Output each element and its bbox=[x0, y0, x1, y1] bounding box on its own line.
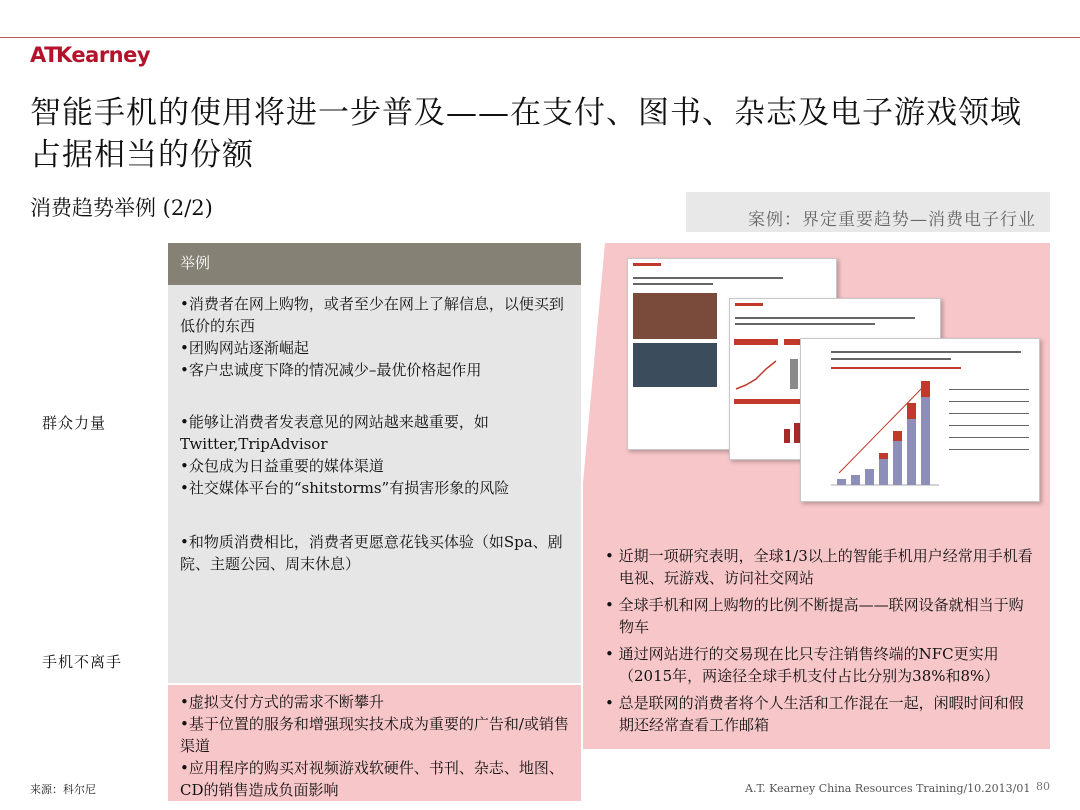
trend-group-mobile bbox=[180, 691, 572, 801]
atkearney-logo-icon bbox=[30, 42, 160, 68]
list-item: • 近期一项研究表明，全球1/3以上的智能手机用户经常用手机看电视、玩游戏、访问社交网站 bbox=[605, 547, 1033, 587]
list-item: •虚拟支付方式的需求不断攀升 bbox=[180, 693, 384, 711]
list-item: • 通过网站进行的交易现在比只专注销售终端的NFC更实用（2015年，两途径全球手机支付占比分别为38%和8%） bbox=[605, 645, 1000, 685]
case-label: 案例：界定重要趋势—消费电子行业 bbox=[748, 210, 1036, 230]
list-item: •社交媒体平台的“shitstorms”有损害形象的风险 bbox=[180, 479, 510, 497]
svg-text:AT: AT bbox=[30, 43, 58, 67]
slide-title: 智能手机的使用将进一步普及——在支付、图书、杂志及电子游戏领域占据相当的份额 bbox=[30, 95, 1022, 173]
list-item: •客户忠诚度下降的情况减少–最优价格起作用 bbox=[180, 361, 482, 379]
list-item: •团购网站逐渐崛起 bbox=[180, 339, 309, 357]
svg-text:Kearney: Kearney bbox=[56, 43, 151, 67]
city-photo bbox=[633, 293, 717, 339]
list-item: •和物质消费相比，消费者更愿意花钱买体验（如Spa、剧院、主题公园、周末休息） bbox=[180, 533, 563, 573]
list-item: • 全球手机和网上购物的比例不断提高——联网设备就相当于购物车 bbox=[605, 596, 1024, 636]
company-logo bbox=[30, 42, 160, 74]
footer-source: 来源：科尔尼 bbox=[30, 783, 96, 796]
trends-gray-section bbox=[168, 285, 581, 683]
phone-photo bbox=[633, 343, 717, 387]
footer-credit: A.T. Kearney China Resources Training/10.2013/01 bbox=[745, 782, 1031, 795]
row-label-crowd-power: 群众力量 bbox=[42, 414, 107, 432]
list-item: •能够让消费者发表意见的网站越来越重要，如Twitter,TripAdvisor bbox=[180, 413, 489, 453]
list-item: •消费者在网上购物，或者至少在网上了解信息，以便买到低价的东西 bbox=[180, 295, 564, 335]
list-item: •基于位置的服务和增强现实技术成为重要的广告和/或销售渠道 bbox=[180, 715, 569, 755]
slide-subtitle: 消费趋势举例 (2/2) bbox=[30, 196, 213, 220]
list-item: • 总是联网的消费者将个人生活和工作混在一起，闲暇时间和假期还经常查看工作邮箱 bbox=[605, 694, 1024, 734]
trends-pink-section bbox=[168, 685, 581, 801]
case-label-box bbox=[686, 192, 1050, 232]
case-bullet-list bbox=[605, 545, 1035, 741]
trends-panel bbox=[168, 243, 581, 799]
row-label-mobile: 手机不离手 bbox=[42, 653, 123, 671]
page-number: 80 bbox=[1036, 780, 1050, 793]
top-divider bbox=[0, 37, 1080, 38]
list-item: •众包成为日益重要的媒体渠道 bbox=[180, 457, 384, 475]
slide-thumbnail-3 bbox=[800, 338, 1040, 502]
payments-growth-chart-icon bbox=[831, 375, 941, 495]
trend-group-online-shopping bbox=[180, 293, 572, 381]
trend-group-experience bbox=[180, 531, 572, 575]
list-item: •应用程序的购买对视频游戏软硬件、书刊、杂志、地图、CD的销售造成负面影响 bbox=[180, 759, 564, 799]
trends-header: 举例 bbox=[168, 243, 581, 285]
trend-group-crowd-power bbox=[180, 411, 572, 499]
